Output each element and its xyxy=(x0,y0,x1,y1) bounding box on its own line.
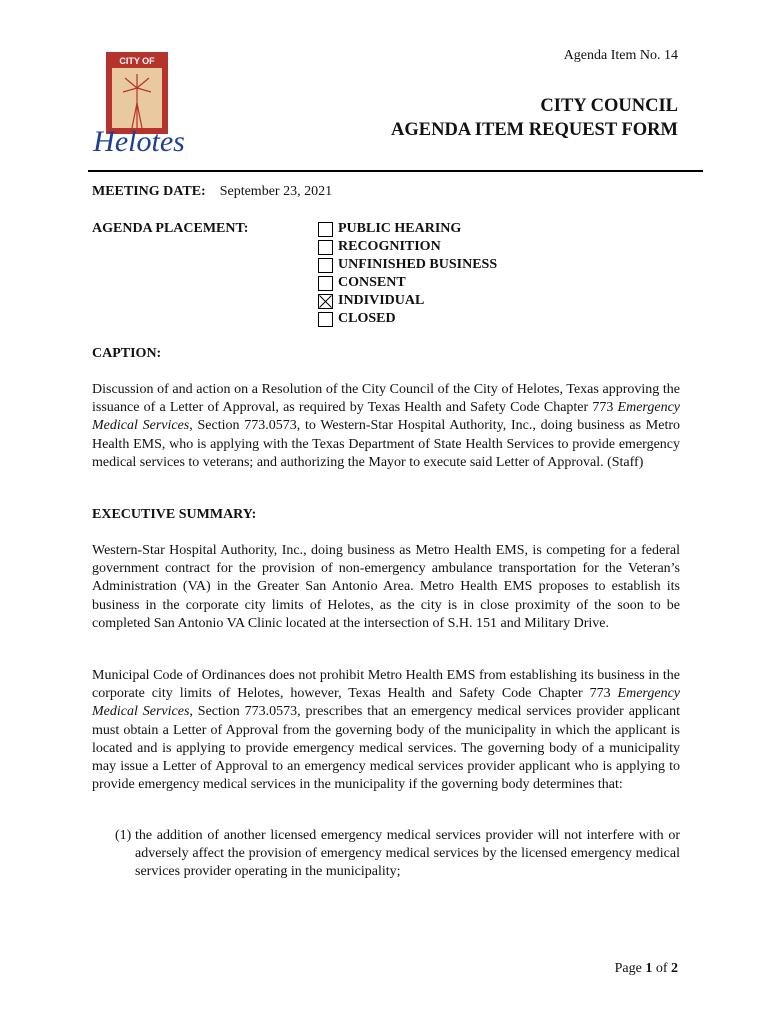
page-indicator xyxy=(615,961,678,977)
page-number: 1 xyxy=(645,961,653,976)
consent-checkbox[interactable] xyxy=(318,276,333,291)
logo-script-text: Helotes xyxy=(93,125,185,156)
list-item xyxy=(115,827,680,882)
caption-paragraph xyxy=(92,381,680,472)
agenda-placement-label: AGENDA PLACEMENT: xyxy=(92,221,249,236)
closed-label: CLOSED xyxy=(338,311,396,326)
city-logo xyxy=(92,48,187,156)
meeting-date-row xyxy=(92,184,332,200)
individual-checkbox[interactable] xyxy=(318,294,333,309)
page-word: Page xyxy=(614,961,642,976)
individual-label: INDIVIDUAL xyxy=(338,293,425,308)
placement-option-unfinished-business[interactable] xyxy=(318,256,497,274)
consent-label: CONSENT xyxy=(338,275,406,290)
public-hearing-label: PUBLIC HEARING xyxy=(338,221,462,236)
recognition-checkbox[interactable] xyxy=(318,240,333,255)
agenda-placement-options xyxy=(318,220,497,328)
logo-top-text: CITY OF xyxy=(119,56,155,66)
form-title xyxy=(391,94,678,142)
page-total: 2 xyxy=(671,961,678,976)
agenda-item-number: Agenda Item No. 14 xyxy=(563,48,678,63)
unfinished-business-label: UNFINISHED BUSINESS xyxy=(338,257,498,272)
summary-italic-title: Emergency Medical Services xyxy=(92,686,680,720)
caption-italic-title: Emergency Medical Services xyxy=(92,400,680,434)
placement-option-consent[interactable] xyxy=(318,274,497,292)
executive-summary-paragraph-1: Western-Star Hospital Authority, Inc., doing business as Metro Health EMS, is competing for a federal government contract for the provision of non-emergency ambulance transportation for the Veteran’s Administration (VA) in the Greater San Antonio Area. Metro Health EMS proposes to establish its business in the corporate city limits of Helotes, as the city is in close proximity of the soon to be completed San Antonio VA Clinic located at the intersection of S.H. 151 and Military Drive. xyxy=(92,543,680,631)
title-line-2: AGENDA ITEM REQUEST FORM xyxy=(391,120,678,140)
meeting-date-label: MEETING DATE: xyxy=(92,184,206,199)
summary-text-part-1: Municipal Code of Ordinances does not prohibit Metro Health EMS from establishing its business in the corporate city limits of Helotes, however, Texas Health and Safety Code Chapter 773 xyxy=(92,668,680,702)
executive-summary-paragraph-2 xyxy=(92,667,680,794)
placement-option-recognition[interactable] xyxy=(318,238,497,256)
placement-option-individual[interactable] xyxy=(318,292,497,310)
list-item-number: (1) xyxy=(115,828,132,843)
public-hearing-checkbox[interactable] xyxy=(318,222,333,237)
meeting-date-value: September 23, 2021 xyxy=(219,184,333,199)
recognition-label: RECOGNITION xyxy=(338,239,441,254)
caption-text-part-1: Discussion of and action on a Resolution of the City Council of the City of Helotes, Texas approving the issuance of a Letter of Approval, as required by Texas Health and Safety Code Chapter 773 xyxy=(92,382,680,416)
placement-option-public-hearing[interactable] xyxy=(318,220,497,238)
header-divider xyxy=(88,170,703,172)
caption-heading: CAPTION: xyxy=(92,346,162,361)
placement-option-closed[interactable] xyxy=(318,310,497,328)
list-item-text: the addition of another licensed emergency medical services provider will not interfere with or adversely affect the provision of emergency medical services by the licensed emergency medical services provider operating in the municipality; xyxy=(135,828,680,880)
closed-checkbox[interactable] xyxy=(318,312,333,327)
summary-text-part-2: , Section 773.0573, prescribes that an emergency medical services provider applicant must obtain a Letter of Approval from the governing body of the municipality in which the applicant is located and is applying to provide emergency medical services. The governing body of a municipality may issue a Letter of Approval to an emergency medical services provider applicant who is applying to provide emergency medical services in the municipality if the governing body determines that: xyxy=(92,704,681,793)
caption-text-part-2: , Section 773.0573, to Western-Star Hospital Authority, Inc., doing business as Metro Health EMS, who is applying with the Texas Department of State Health Services to provide emergency medical services to veterans; and authorizing the Mayor to execute said Letter of Approval. (Staff) xyxy=(92,418,680,470)
executive-summary-heading: EXECUTIVE SUMMARY: xyxy=(92,507,257,522)
title-line-1: CITY COUNCIL xyxy=(540,96,678,116)
unfinished-business-checkbox[interactable] xyxy=(318,258,333,273)
of-word: of xyxy=(655,961,668,976)
